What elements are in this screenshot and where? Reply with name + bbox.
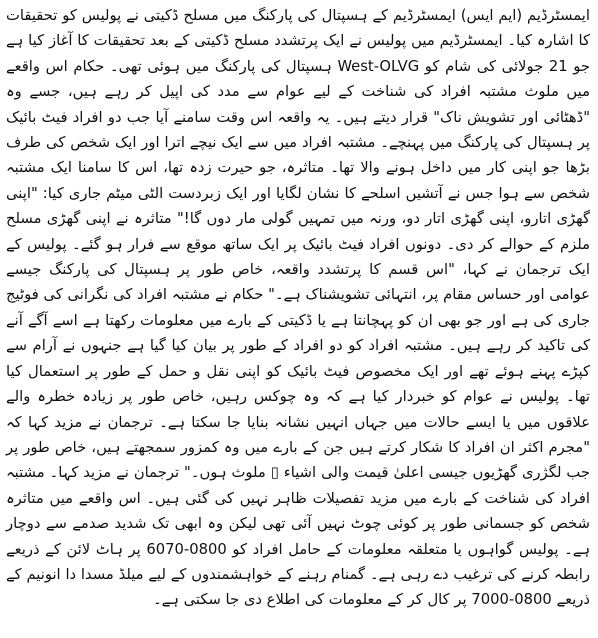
article-body: ایمسٹرڈیم (ایم ایس) ایمسٹرڈیم کے ہسپتال کی پارکنگ میں مسلح ڈکیتی نے پولیس کو تحقیقات کا اشارہ کیا۔ ایمسٹرڈیم میں پولیس نے ایک پرتشدد مسلح ڈکیتی کے بعد تحقیقات کا آغاز کیا ہے جو 21 جولائی کی شام کو West-OLVG ہسپتال کی پارکنگ میں ہوئی تھی۔ حکام اس واقعے میں ملوث مشتبہ افراد کی شناخت کے لیے عوام سے مدد کی اپیل کر رہے ہیں، جسے وہ "ڈھٹائی اور تشویش ناک" قرار دیتے ہیں۔ یہ واقعہ اس وقت سامنے آیا جب دو افراد فیٹ بائیک پر ہسپتال کی پارکنگ میں پہنچے۔ مشتبہ افراد میں سے ایک نیچے اترا اور ایک شخص کی طرف بڑھا جو اپنی کار میں داخل ہونے والا تھا۔ متاثرہ، جو حیرت زدہ تھا، اس کا سامنا ایک مشتبہ شخص سے ہوا جس نے آتشیں اسلحے کا نشان لگایا اور ایک زبردست الٹی میٹم جاری کیا: "اپنی گھڑی اتارو، اپنی گھڑی اتار دو، ورنہ میں تمہیں گولی مار دوں گا!" متاثرہ نے اپنی گھڑی مسلح ملزم کے حوالے کر دی۔ دونوں افراد فیٹ بائیک پر ایک ساتھ موقع سے فرار ہو گئے۔ پولیس کے ایک ترجمان نے کہا، "اس قسم کا پرتشدد واقعہ، خاص طور پر ہسپتال کی پارکنگ جیسے عوامی اور حساس مقام پر، انتہائی تشویشناک ہے۔" حکام نے مشتبہ افراد کی نگرانی کی فوٹیج جاری کی ہے اور جو بھی ان کو پہچانتا ہے یا ڈکیتی کے بارے میں معلومات رکھتا ہے اسے آگے آنے کی تاکید کر رہے ہیں۔ مشتبہ افراد کو دو افراد کے طور پر بیان کیا گیا ہے جنہوں نے آرام سے کپڑے پہنے ہوئے تھے اور ایک مخصوص فیٹ بائیک کو اپنی نقل و حمل کے طور پر استعمال کیا تھا۔ پولیس نے عوام کو خبردار کیا ہے کہ وہ چوکس رہیں، خاص طور پر زیادہ خطرہ والے علاقوں میں یا ایسے حالات میں جہاں انہیں نشانہ بنایا جا سکتا ہے۔ ترجمان نے مزید کہا کہ "مجرم اکثر ان افراد کا شکار کرتے ہیں جن کے بارے میں وہ کمزور سمجھتے ہیں، خاص طور پر جب لگژری گھڑیوں جیسی اعلیٰ قیمت والی اشیاء ▯ ملوث ہوں۔" ترجمان نے مزید کہا۔ مشتبہ افراد کی شناخت کے بارے میں مزید تفصیلات ظاہر نہیں کی گئی ہیں۔ اس واقعے میں متاثرہ شخص کو جسمانی طور پر کوئی چوٹ نہیں آئی تھی لیکن وہ ابھی تک شدید صدمے سے دوچار ہے۔ پولیس گواہوں یا متعلقہ معلومات کے حامل افراد کو 0800-6070 پر ہاٹ لائن کے ذریعے رابطہ کرنے کی ترغیب دے رہی ہے۔ گمنام رہنے کے خواہشمندوں کے لیے میلڈ مسدا دا انونیم کے ذریعے 0800-7000 پر کال کر کے معلومات کی اطلاع دی جا سکتی ہے۔: [6, 7, 590, 609]
